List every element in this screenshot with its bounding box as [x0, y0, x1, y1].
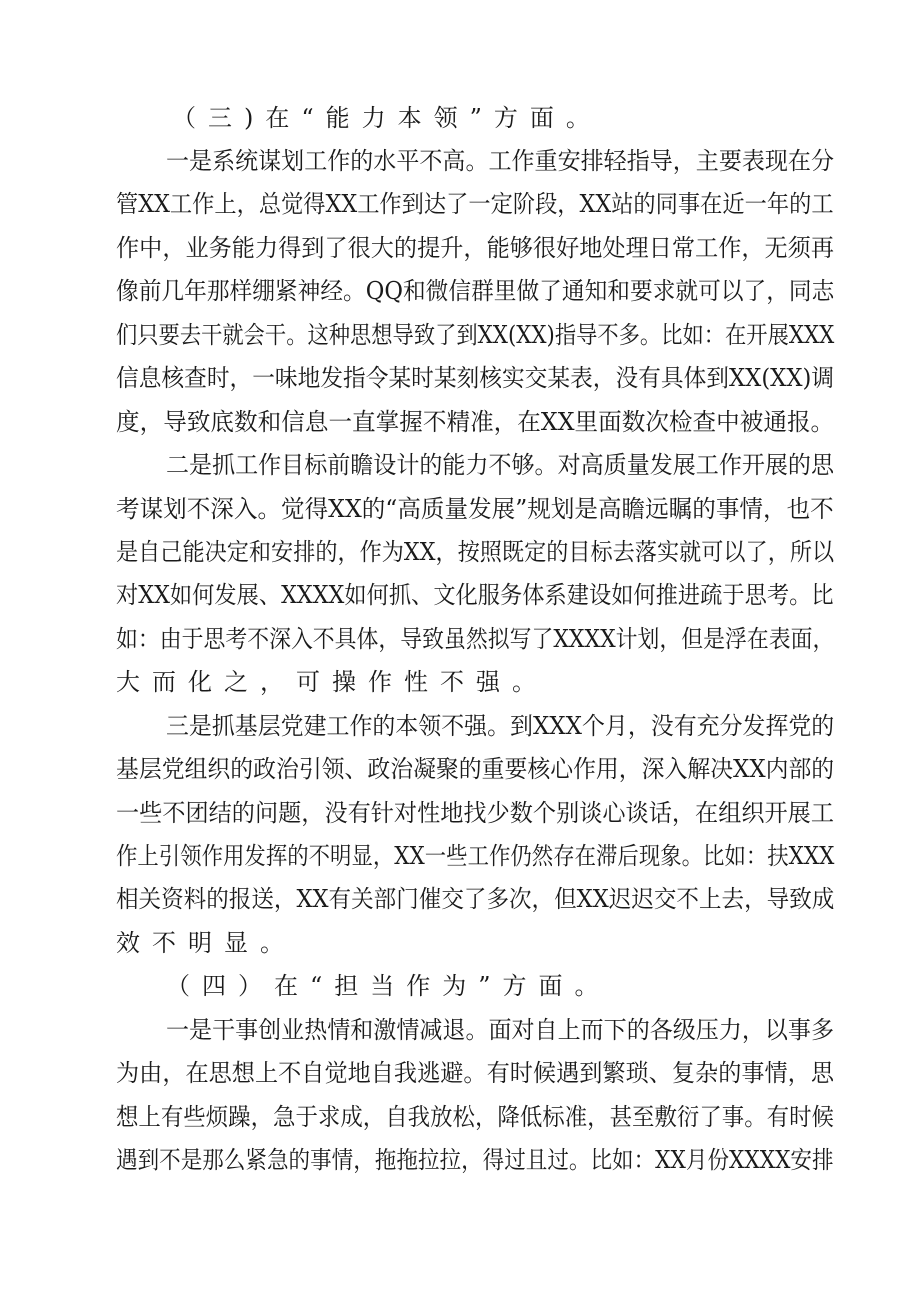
paragraph-line: 是自己能决定和安排的，作为XX，按照既定的目标去落实就可以了，所以 — [116, 538, 835, 566]
paragraph-line: 们只要去干就会干。这种思想导致了到XX(XX)指导不多。比如：在开展XXX — [116, 321, 835, 349]
paragraph-line: 度，导致底数和信息一直掌握不精准，在XX里面数次检查中被通报。 — [116, 408, 835, 436]
paragraph-line: 如：由于思考不深入不具体，导致虽然拟写了XXXX计划，但是浮在表面， — [116, 625, 835, 653]
paragraph-line: 信息核查时，一味地发指令某时某刻核实交某表，没有具体到XX(XX)调 — [116, 364, 835, 392]
paragraph-line: 作上引领作用发挥的不明显，XX一些工作仍然存在滞后现象。比如：扶XXX — [116, 842, 835, 870]
section-heading-three: （三)在“能力本领”方面。 — [172, 104, 602, 132]
paragraph-line: 管XX工作上，总觉得XX工作到达了一定阶段，XX站的同事在近一年的工 — [116, 190, 834, 218]
paragraph-line: 一些不团结的问题，没有针对性地找少数个别谈心谈话，在组织开展工 — [116, 799, 834, 827]
paragraph-line: 遇到不是那么紧急的事情，拖拖拉拉，得过且过。比如：XX月份XXXX安排 — [116, 1146, 834, 1174]
paragraph-line: 考谋划不深入。觉得XX的“高质量发展”规划是高瞻远瞩的事情，也不 — [116, 495, 834, 523]
paragraph-line: 相关资料的报送，XX有关部门催交了多次，但XX迟迟交不上去，导致成 — [116, 885, 835, 913]
paragraph-line: 想上有些烦躁，急于求成，自我放松，降低标准，甚至敷衍了事。有时候 — [116, 1103, 834, 1131]
paragraph-line: 作中，业务能力得到了很大的提升，能够很好地处理日常工作，无须再 — [116, 234, 834, 262]
paragraph-line: 像前几年那样绷紧神经。QQ和微信群里做了通知和要求就可以了，同志 — [116, 277, 835, 305]
paragraph-line: 为由，在思想上不自觉地自我逃避。有时候遇到繁琐、复杂的事情，思 — [116, 1059, 834, 1087]
paragraph-line: 效不明显。 — [116, 929, 296, 957]
paragraph-line: 对XX如何发展、XXXX如何抓、文化服务体系建设如何推进疏于思考。比 — [116, 581, 834, 609]
paragraph-line: 二是抓工作目标前瞻设计的能力不够。对高质量发展工作开展的思 — [166, 451, 834, 479]
paragraph-line: 一是系统谋划工作的水平不高。工作重安排轻指导，主要表现在分 — [166, 147, 834, 175]
paragraph-line: 三是抓基层党建工作的本领不强。到XXX个月，没有充分发挥党的 — [166, 712, 835, 740]
paragraph-line: 基层党组织的政治引领、政治凝聚的重要核心作用，深入解决XX内部的 — [116, 755, 835, 783]
paragraph-line: 大而化之，可操作性不强。 — [116, 668, 548, 696]
paragraph-line: 一是干事创业热情和激情减退。面对自上而下的各级压力，以事多 — [166, 1016, 834, 1044]
section-heading-four: （四）在“担当作为”方面。 — [166, 972, 611, 1000]
